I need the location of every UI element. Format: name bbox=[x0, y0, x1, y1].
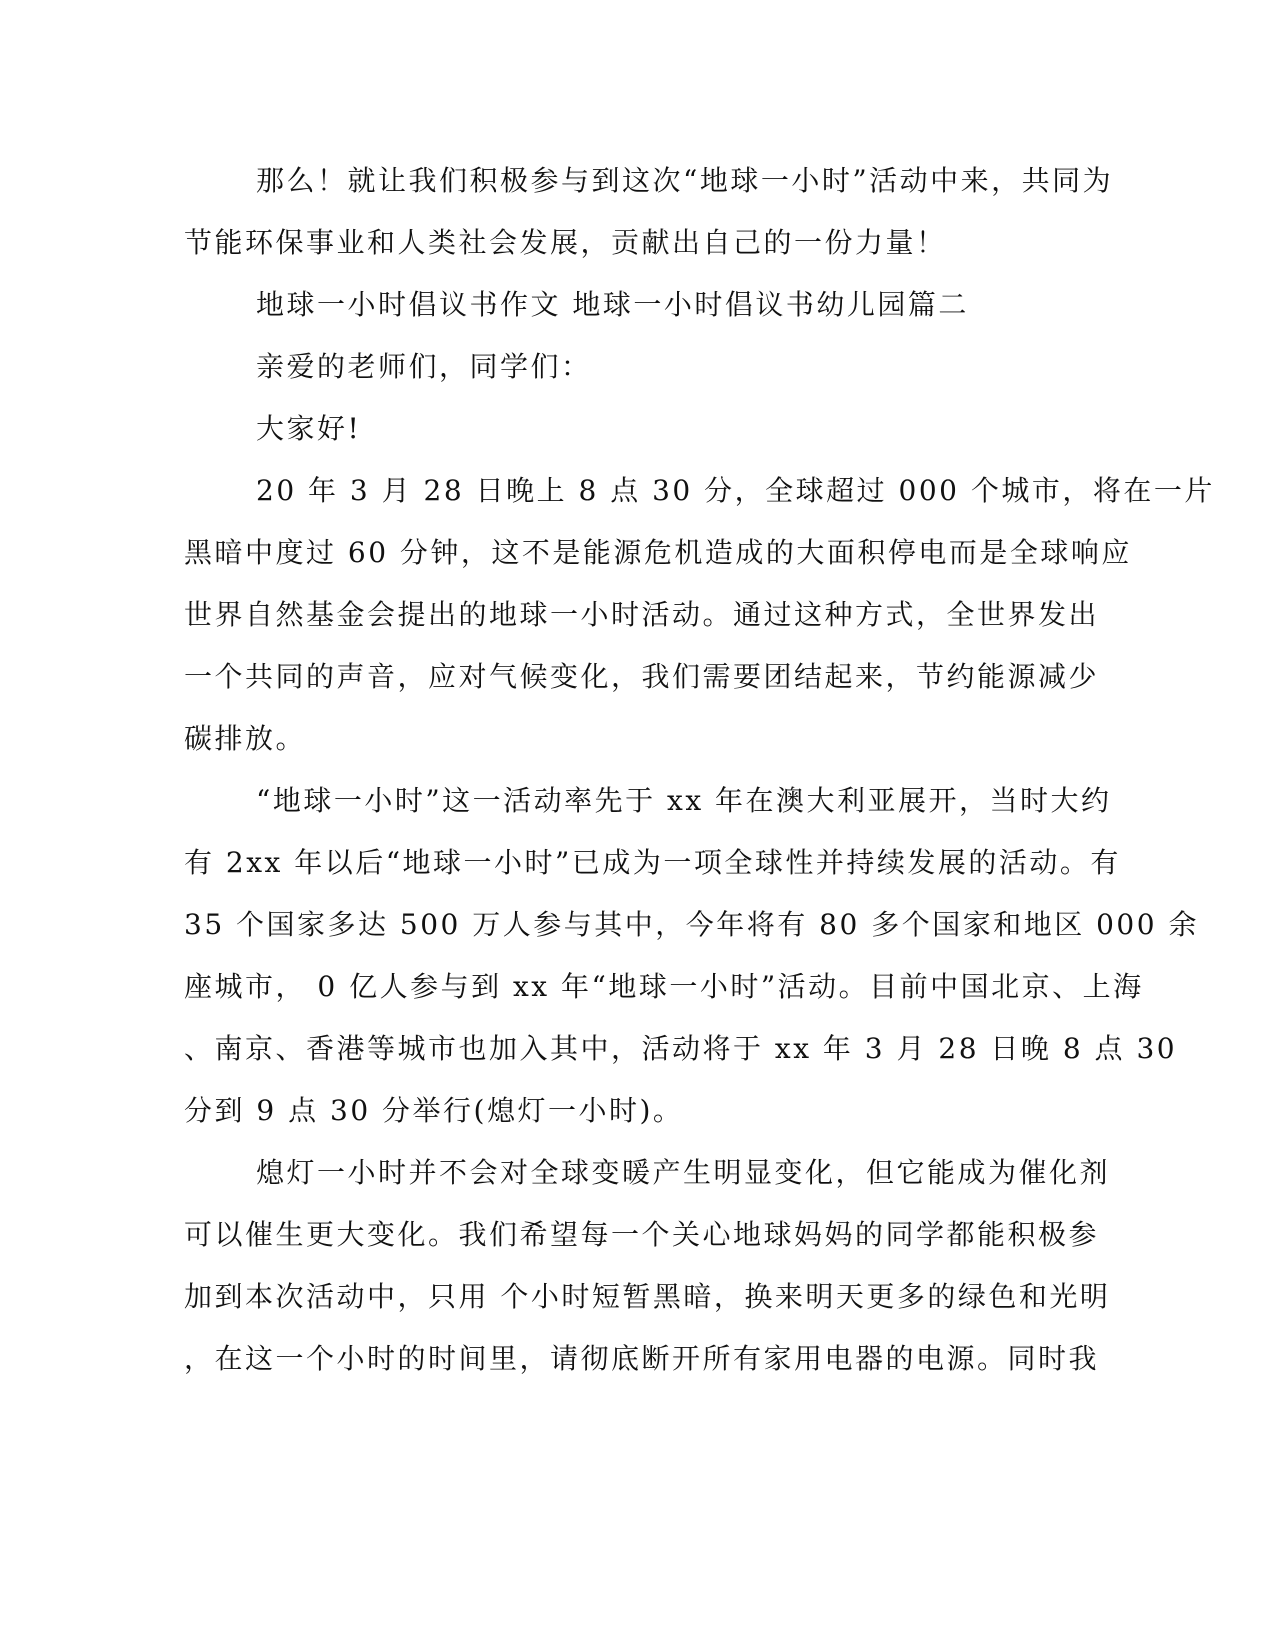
paragraph-line: ，在这一个小时的时间里，请彻底断开所有家用电器的电源。同时我 bbox=[184, 1342, 1100, 1375]
greeting: 大家好! bbox=[256, 412, 362, 445]
paragraph-line: 座城市， 0 亿人参与到 xx 年“地球一小时”活动。目前中国北京、上海 bbox=[184, 970, 1144, 1003]
paragraph-line: 有 2xx 年以后“地球一小时”已成为一项全球性并持续发展的活动。有 bbox=[184, 846, 1121, 879]
paragraph-line: 熄灯一小时并不会对全球变暖产生明显变化，但它能成为催化剂 bbox=[256, 1156, 1111, 1189]
paragraph-line: 加到本次活动中，只用 个小时短暂黑暗，换来明天更多的绿色和光明 bbox=[184, 1280, 1111, 1313]
paragraph-line: 分到 9 点 30 分举行(熄灯一小时)。 bbox=[184, 1094, 684, 1127]
paragraph-line: 一个共同的声音，应对气候变化，我们需要团结起来，节约能源减少 bbox=[184, 660, 1100, 693]
paragraph-line: 黑暗中度过 60 分钟，这不是能源危机造成的大面积停电而是全球响应 bbox=[184, 536, 1132, 569]
paragraph-line: 35 个国家多达 500 万人参与其中，今年将有 80 多个国家和地区 000 余 bbox=[184, 908, 1199, 941]
paragraph-line: 20 年 3 月 28 日晚上 8 点 30 分，全球超过 000 个城市，将在一片 bbox=[256, 474, 1215, 507]
paragraph-line: 碳排放。 bbox=[184, 722, 307, 755]
paragraph-line: 那么！就让我们积极参与到这次“地球一小时”活动中来，共同为 bbox=[256, 164, 1114, 197]
paragraph-line: 、南京、香港等城市也加入其中，活动将于 xx 年 3 月 28 日晚 8 点 30 bbox=[184, 1032, 1178, 1065]
section-heading: 地球一小时倡议书作文 地球一小时倡议书幼儿园篇二 bbox=[256, 288, 969, 321]
paragraph-line: 节能环保事业和人类社会发展，贡献出自己的一份力量！ bbox=[184, 226, 947, 259]
paragraph-line: “地球一小时”这一活动率先于 xx 年在澳大利亚展开，当时大约 bbox=[256, 784, 1112, 817]
document-body bbox=[184, 150, 1215, 1390]
paragraph-line: 世界自然基金会提出的地球一小时活动。通过这种方式，全世界发出 bbox=[184, 598, 1100, 631]
paragraph-line: 可以催生更大变化。我们希望每一个关心地球妈妈的同学都能积极参 bbox=[184, 1218, 1100, 1251]
salutation: 亲爱的老师们，同学们： bbox=[256, 350, 592, 383]
